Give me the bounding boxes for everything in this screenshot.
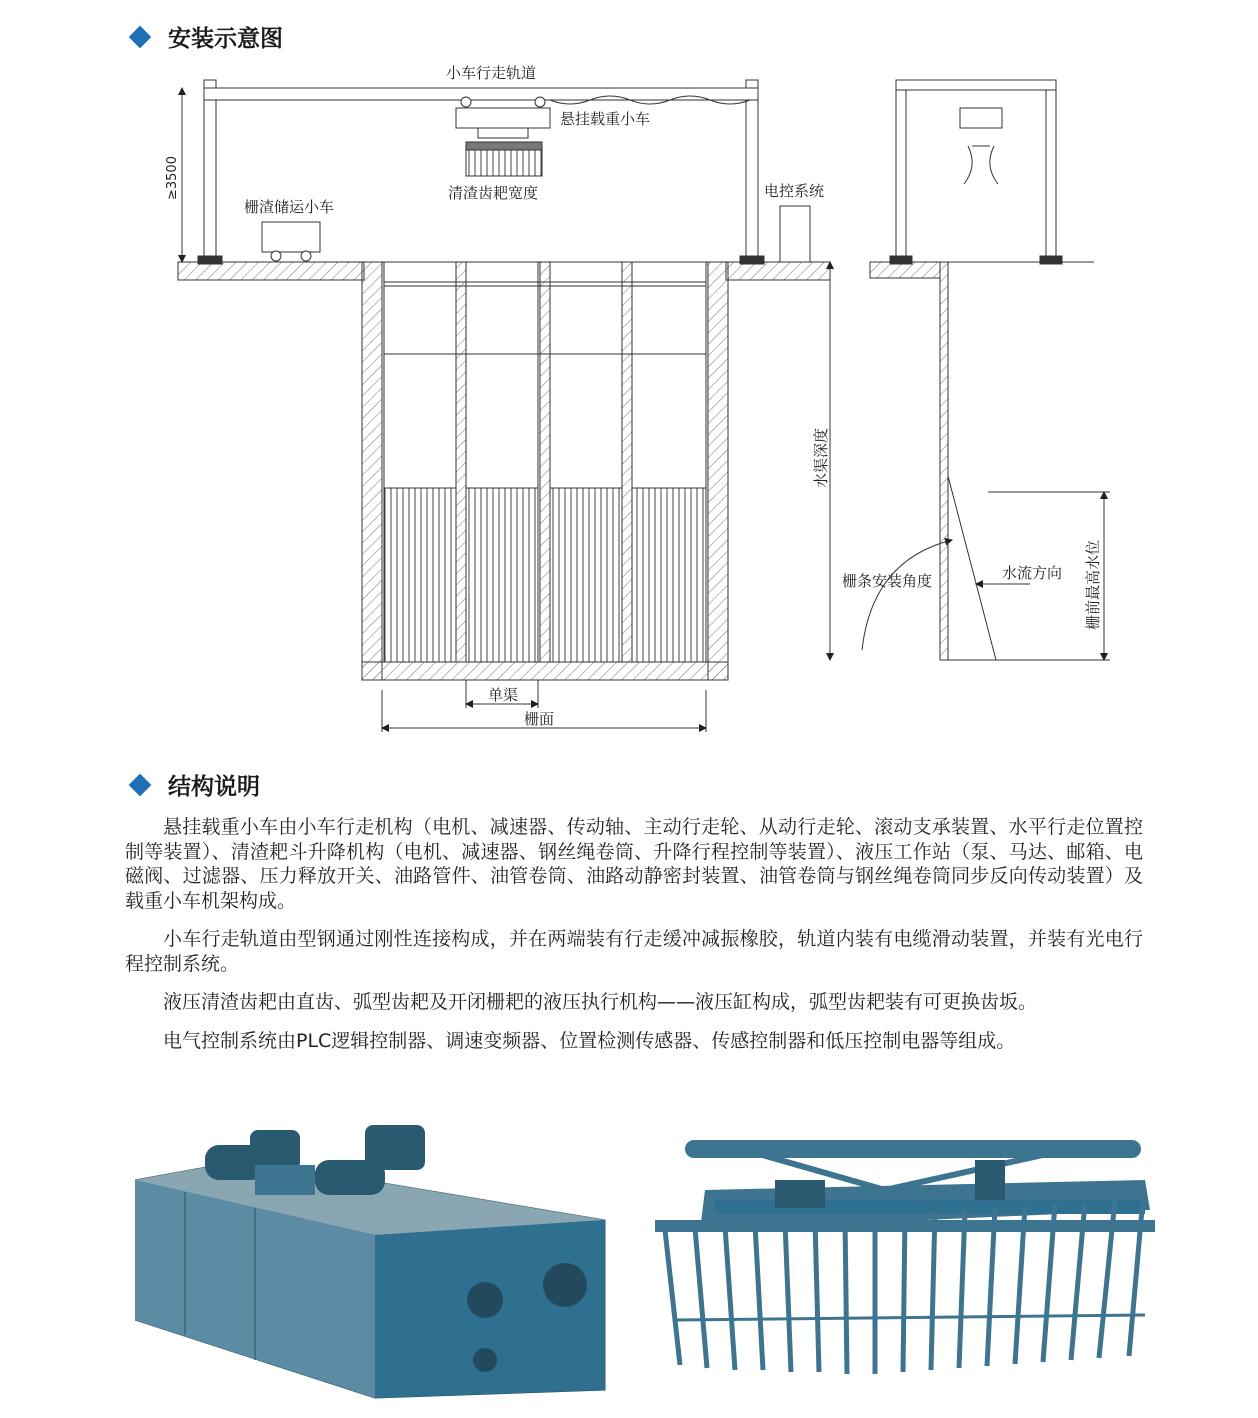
label-channel-depth: 水渠深度 [812, 427, 830, 488]
label-bar-angle: 栅条安装角度 [842, 572, 933, 590]
label-track: 小车行走轨道 [446, 64, 537, 82]
structure-description [125, 815, 1143, 1067]
paragraph-rake: 液压清渣齿耙由直齿、弧型齿耙及开闭栅耙的液压执行机构——液压缸构成，弧型齿耙装有可更换齿坂。 [163, 991, 1038, 1013]
structure-section-title [128, 768, 260, 801]
electric-control-box [780, 206, 810, 262]
ground-left [178, 262, 830, 280]
diamond-bullet-icon [129, 773, 152, 796]
label-single-channel: 单渠 [488, 686, 519, 704]
label-storage-cart: 栅渣储运小车 [244, 198, 335, 216]
rake-photo [645, 1120, 1165, 1390]
label-flow: 水流方向 [1002, 564, 1063, 582]
label-rake-width: 清渣齿耙宽度 [448, 184, 539, 202]
height-dim-label: ≥3500 [165, 156, 180, 200]
paragraph-track: 小车行走轨道由型钢通过刚性连接构成，并在两端装有行走缓冲减振橡胶，轨道内装有电缆滑动装置，并装有光电行程控制系统。 [125, 928, 1143, 975]
install-title-text: 安装示意图 [168, 26, 283, 52]
paragraph-trolley: 悬挂载重小车由小车行走机构（电机、减速器、传动轴、主动行走轮、从动行走轮、滚动支承装置、水平行走位置控制等装置）、清渣耙斗升降机构（电机、减速器、钢丝绳卷筒、升降行程控制等装置）、液压工作站（泵、马达、邮箱、电磁阀、过滤器、压力释放开关、油路管件、油管卷筒、油路动静密封装置、油管卷筒与钢丝绳卷筒同步反向传动装置）及载重小车机架构成。 [125, 816, 1143, 912]
label-trolley: 悬挂载重小车 [560, 110, 651, 128]
storage-cart [262, 222, 320, 261]
channel-structure [362, 262, 728, 680]
label-electric: 电控系统 [764, 182, 825, 200]
label-grid-face: 栅面 [524, 710, 555, 728]
structure-title-text: 结构说明 [168, 774, 260, 800]
paragraph-electric: 电气控制系统由PLC逻辑控制器、调速变频器、位置检测传感器、传感控制器和低压控制电器等组成。 [163, 1029, 1016, 1052]
hanging-trolley [456, 97, 550, 176]
trolley-photo [135, 1120, 610, 1400]
label-max-level: 栅前最高水位 [1084, 539, 1102, 630]
